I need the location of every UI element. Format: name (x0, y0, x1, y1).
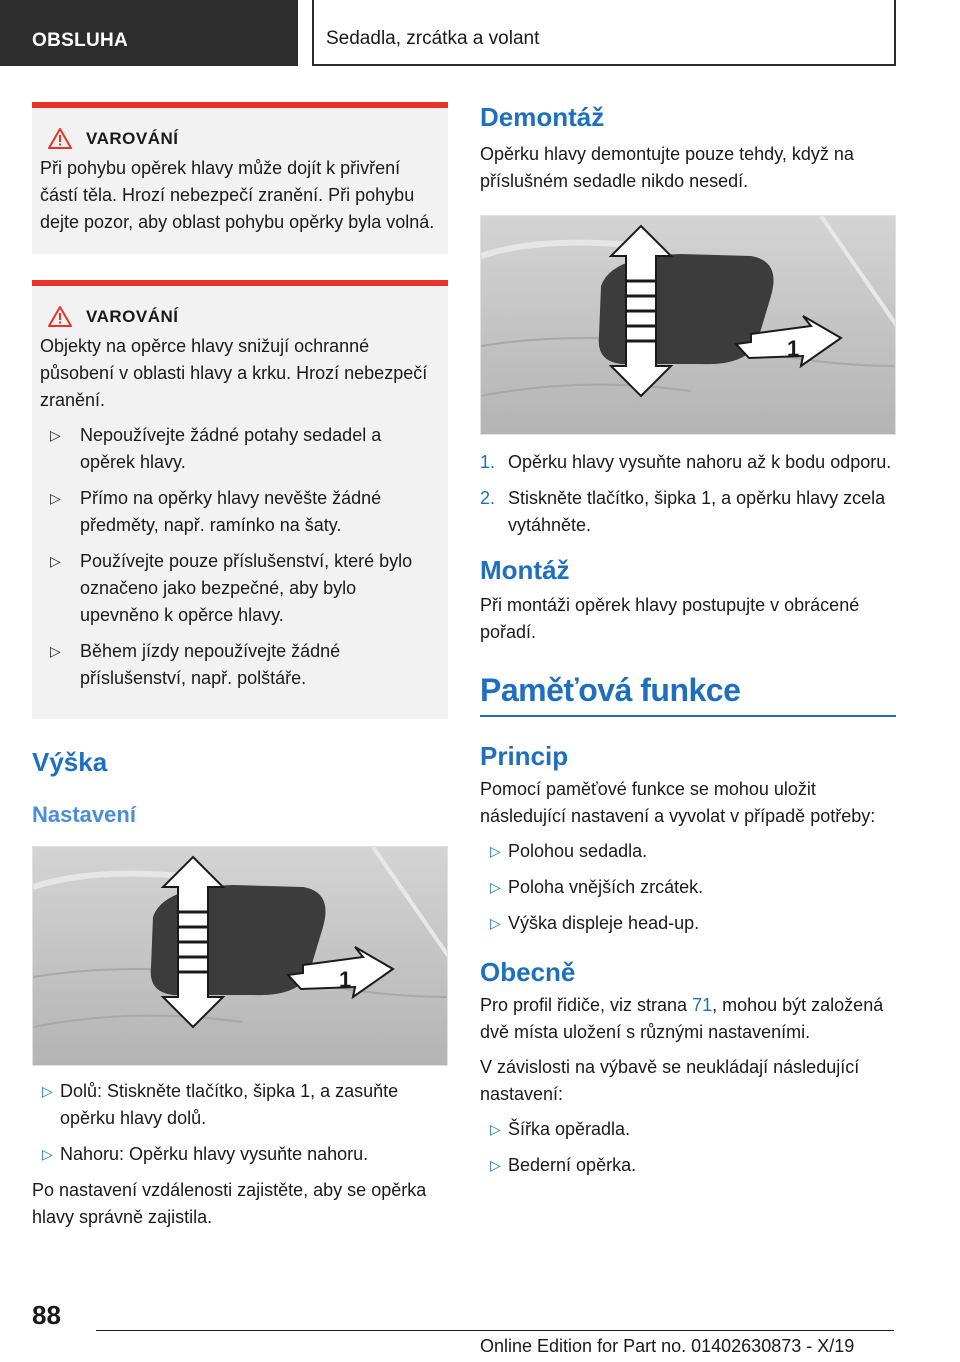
list-item: ▷ Výška displeje head-up. (480, 910, 896, 937)
headrest-illustration (481, 216, 896, 435)
section-label: OBSLUHA (32, 30, 129, 51)
section-heading-general: Obecně (480, 957, 576, 987)
section-heading-removal: Demontáž (480, 102, 605, 132)
adjust-note: Po nastavení vzdálenosti zajistěte, aby se opěrka hlavy správně zajistila. (32, 1180, 427, 1227)
section-heading-principle: Princip (480, 741, 569, 771)
step-number: 1. (480, 452, 496, 472)
footer-edition: Online Edition for Part no. 01402630873 - X/19 (480, 1336, 855, 1356)
step-number: 2. (480, 488, 496, 508)
removal-text: Opěrku hlavy demontujte pouze tehdy, když na příslušném sedadle nikdo nesedí. (480, 144, 854, 191)
chapter-tab (312, 0, 896, 66)
figure-label: 1 (787, 336, 800, 361)
step-text: Opěrku hlavy vysuňte nahoru až k bodu odporu. (508, 452, 892, 472)
warning-title-row (40, 306, 440, 327)
page-link[interactable]: 71 (692, 995, 713, 1015)
warning-title: VAROVÁNÍ (86, 306, 179, 326)
headrest-adjust-figure (32, 846, 448, 1066)
footer-divider (96, 1330, 894, 1331)
list-item: ▷ Přímo na opěrky hlavy nevěšte žádné předměty, např. ramínko na šaty. (40, 485, 440, 539)
step-item (480, 449, 896, 476)
list-item: ▷ Poloha vnějších zrcátek. (480, 874, 896, 901)
warning-box-1 (32, 102, 448, 254)
headrest-illustration (33, 847, 448, 1066)
general-text-2: V závislosti na výbavě se neukládají následující nastavení: (480, 1057, 860, 1104)
general-list (480, 1116, 896, 1179)
warning-triangle-icon (48, 128, 72, 149)
left-column (32, 102, 448, 1231)
removal-steps (480, 449, 896, 539)
list-item: ▷ Šířka opěradla. (480, 1116, 896, 1143)
warning-text: Objekty na opěrce hlavy snižují ochranné působení v oblasti hlavy a krku. Hrozí nebezpečí zranění. (40, 336, 428, 410)
list-item: ▷ Nahoru: Opěrku hlavy vysuňte nahoru. (32, 1141, 448, 1168)
list-item: ▷ Dolů: Stiskněte tlačítko, šipka 1, a zasuňte opěrku hlavy dolů. (32, 1078, 448, 1132)
principle-list (480, 838, 896, 937)
right-column (480, 102, 896, 1188)
general-text-a: Pro profil řidiče, viz strana (480, 995, 693, 1015)
warning-list (40, 422, 440, 692)
figure-label: 1 (339, 967, 352, 992)
warning-title: VAROVÁNÍ (86, 128, 179, 148)
list-item: ▷ Během jízdy nepoužívejte žádné příslušenství, např. polštáře. (40, 638, 440, 692)
warning-triangle-icon (48, 306, 72, 327)
principle-text: Pomocí paměťové funkce se mohou uložit následující nastavení a vyvolat v případě potřeby: (480, 779, 876, 826)
general-text (480, 992, 896, 1046)
headrest-removal-figure (480, 215, 896, 435)
install-text: Při montáži opěrek hlavy postupujte v obrácené pořadí. (480, 595, 860, 642)
general-text-b: , mohou být založená dvě místa uložení s různými nastaveními. (480, 995, 884, 1042)
list-item: ▷ Bederní opěrka. (480, 1152, 896, 1179)
subheading-adjust: Nastavení (32, 802, 136, 827)
section-heading-install: Montáž (480, 555, 570, 585)
chapter-label: Sedadla, zrcátka a volant (326, 28, 540, 49)
list-item: ▷ Nepoužívejte žádné potahy sedadel a opěrek hlavy. (40, 422, 440, 476)
warning-title-row (40, 128, 440, 149)
list-item: ▷ Používejte pouze příslušenství, které bylo označeno jako bezpečné, aby bylo upevněno k opěrce hlavy. (40, 548, 440, 629)
warning-text: Při pohybu opěrek hlavy může dojít k přivření částí těla. Hrozí nebezpečí zranění. Při pohybu dejte pozor, aby oblast pohybu opěrky byla volná. (40, 158, 435, 232)
step-item (480, 485, 896, 539)
section-tab (0, 0, 298, 66)
step-text: Stiskněte tlačítko, šipka 1, a opěrku hlavy zcela vytáhněte. (508, 488, 886, 535)
page-number: 88 (32, 1300, 61, 1330)
adjust-list (32, 1078, 448, 1168)
warning-box-2 (32, 280, 448, 719)
section-heading-height: Výška (32, 747, 108, 777)
chapter-heading-memory: Paměťová funkce (480, 672, 896, 717)
list-item: ▷ Polohou sedadla. (480, 838, 896, 865)
